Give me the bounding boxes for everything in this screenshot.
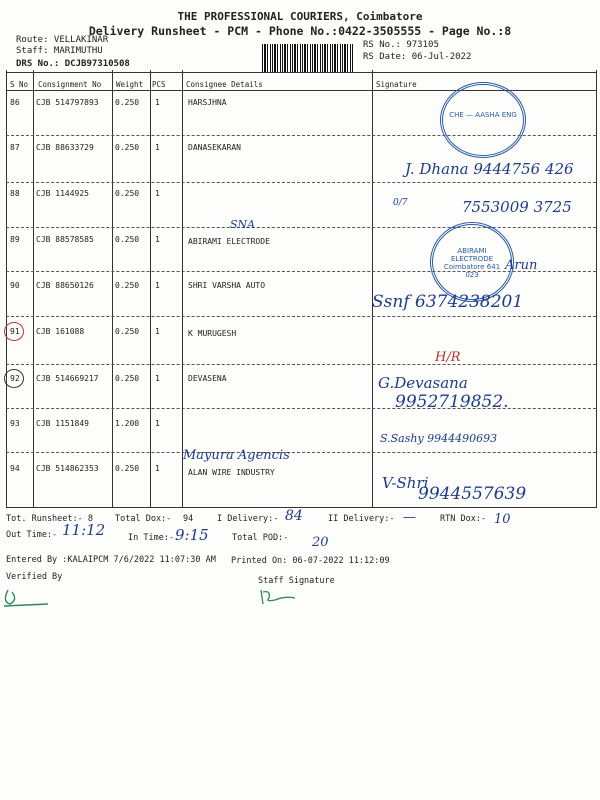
stamp-text: ABIRAMI ELECTRODE Coimbatore 641 023: [443, 247, 501, 279]
row-divider: [6, 364, 596, 365]
row-consignee: ALAN WIRE INDUSTRY: [188, 468, 275, 477]
row-sno: 87: [10, 143, 20, 152]
row-consignment: CJB 514669217: [36, 374, 99, 383]
rs-number: RS No.: 973105: [363, 40, 439, 50]
handwritten-phone: 9944557639: [418, 484, 527, 504]
col-header-consignment: Consignment No: [38, 80, 102, 89]
table-top-border: [6, 72, 596, 73]
row-sno: 91: [10, 327, 20, 336]
row-weight: 0.250: [115, 189, 140, 198]
ii-delivery-label: II Delivery:-: [328, 514, 395, 524]
staff-signature-label: Staff Signature: [258, 576, 335, 586]
i-delivery-label: I Delivery:-: [217, 514, 279, 524]
company-title: THE PROFESSIONAL COURIERS, Coimbatore: [177, 10, 423, 23]
col-header-signature: Signature: [376, 80, 417, 89]
row-divider: [6, 316, 596, 317]
staff-signature: [255, 586, 315, 610]
row-sno: 94: [10, 464, 20, 473]
row-consignment: CJB 514862353: [36, 464, 99, 473]
verified-by-label: Verified By: [6, 572, 63, 582]
total-dox-label: Total Dox:-: [115, 514, 172, 524]
row-weight: 0.250: [115, 235, 140, 244]
row-consignee: K MURUGESH: [188, 329, 237, 338]
circle-mark: [4, 369, 24, 388]
route-label: Route: VELLAKINAR: [16, 35, 109, 45]
circle-mark: [4, 322, 24, 341]
row-consignee: DANASEKARAN: [188, 143, 241, 152]
drs-number: DRS No.: DCJB97310508: [16, 59, 130, 69]
handwritten-note: SNA: [230, 218, 256, 231]
total-pod-label: Total POD:-: [232, 533, 289, 543]
company-stamp: [440, 82, 526, 158]
row-consignment: CJB 514797893: [36, 98, 99, 107]
rs-date: RS Date: 06-Jul-2022: [363, 52, 472, 62]
row-consignment: CJB 88650126: [36, 281, 94, 290]
row-pcs: 1: [155, 464, 160, 473]
handwritten-phone: 9952719852.: [395, 392, 509, 412]
in-time-label: In Time:-: [128, 533, 175, 543]
row-sno: 92: [10, 374, 20, 383]
row-weight: 0.250: [115, 98, 140, 107]
col-border: [596, 70, 597, 508]
row-divider: [6, 227, 596, 228]
handwritten-note: Mayura Agencis: [183, 448, 290, 463]
verified-signature: [0, 582, 60, 612]
row-weight: 0.250: [115, 374, 140, 383]
handwritten-signature: Ssnf 6374238201: [372, 292, 524, 312]
row-weight: 0.250: [115, 143, 140, 152]
rtn-dox-label: RTN Dox:-: [440, 514, 487, 524]
row-sno: 86: [10, 98, 20, 107]
row-consignee: HARSJHNA: [188, 98, 227, 107]
ii-delivery-value: —: [403, 510, 416, 525]
out-time-value: 11:12: [62, 521, 106, 539]
handwritten-note: H/R: [435, 350, 461, 365]
row-sno: 93: [10, 419, 20, 428]
i-delivery-value: 84: [285, 508, 303, 524]
handwritten-signature: Arun: [505, 258, 538, 273]
row-consignee: SHRI VARSHA AUTO: [188, 281, 266, 290]
out-time-label: Out Time:-: [6, 530, 58, 540]
total-pod-value: 20: [312, 535, 329, 550]
row-divider: [6, 182, 596, 183]
col-header-pcs: PCS: [152, 80, 166, 89]
row-sno: 90: [10, 281, 20, 290]
row-consignment: CJB 1144925: [36, 189, 89, 198]
row-weight: 0.250: [115, 464, 140, 473]
row-consignment: CJB 88633729: [36, 143, 94, 152]
row-consignment: CJB 88578585: [36, 235, 94, 244]
entered-by: Entered By :KALAIPCM 7/6/2022 11:07:30 AM: [6, 555, 216, 565]
handwritten-phone: 7553009 3725: [462, 198, 572, 216]
total-runsheet: Tot. Runsheet:- 8: [6, 514, 93, 524]
abirami-stamp: [430, 222, 514, 302]
row-consignee: DEVASENA: [188, 374, 227, 383]
row-consignment: CJB 1151849: [36, 419, 89, 428]
handwritten-signature: G.Devasana: [378, 374, 468, 392]
row-pcs: 1: [155, 189, 160, 198]
row-pcs: 1: [155, 327, 160, 336]
row-sno: 89: [10, 235, 20, 244]
row-divider: [6, 452, 596, 453]
col-header-weight: Weight: [116, 80, 144, 89]
total-dox-value: 94: [183, 514, 194, 524]
handwritten-signature: V-Shri: [382, 474, 429, 492]
handwritten-signature: S.Sashy 9944490693: [380, 432, 498, 445]
row-pcs: 1: [155, 143, 160, 152]
row-consignee: ABIRAMI ELECTRODE: [188, 237, 270, 246]
col-header-consignee: Consignee Details: [186, 80, 263, 89]
row-pcs: 1: [155, 281, 160, 290]
handwritten-note: 0/7: [393, 198, 408, 208]
handwritten-signature: J. Dhana 9444756 426: [405, 160, 574, 178]
row-sno: 88: [10, 189, 20, 198]
col-header-sno: S No: [10, 80, 29, 89]
rtn-dox-value: 10: [494, 512, 511, 527]
in-time-value: 9:15: [175, 526, 209, 544]
staff-label: Staff: MARIMUTHU: [16, 46, 103, 56]
runsheet-subtitle: Delivery Runsheet - PCM - Phone No.:0422-3505555 - Page No.:8: [88, 24, 512, 38]
row-pcs: 1: [155, 374, 160, 383]
row-pcs: 1: [155, 419, 160, 428]
printed-on: Printed On: 06-07-2022 11:12:09: [231, 556, 390, 566]
row-weight: 0.250: [115, 327, 140, 336]
row-weight: 0.250: [115, 281, 140, 290]
row-weight: 1.200: [115, 419, 140, 428]
row-pcs: 1: [155, 98, 160, 107]
barcode: [262, 44, 354, 72]
row-pcs: 1: [155, 235, 160, 244]
row-consignment: CJB 161088: [36, 327, 85, 336]
stamp-text: CHE — AASHA ENG: [449, 111, 517, 119]
